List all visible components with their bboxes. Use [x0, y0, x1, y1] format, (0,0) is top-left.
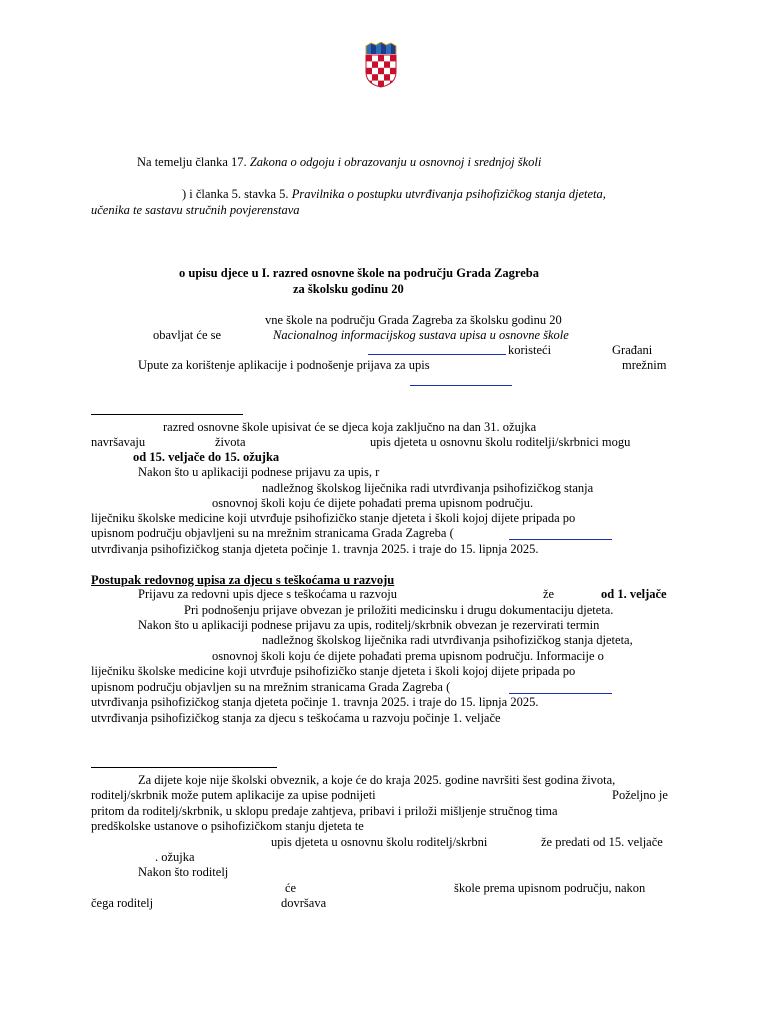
para3-line-2a: roditelj/skrbnik može putem aplikacije za upise podnijeti — [91, 788, 376, 802]
law-title: Zakona o odgoju i obrazovanju u osnovnoj i srednjoj školi — [249, 155, 542, 169]
para3-line-2b: Poželjno je — [612, 788, 668, 802]
para2-line-8: upisnom području objavljeni su na mrežnim stranicama Grada Zagreba ( — [91, 526, 454, 540]
para3-line-9b: dovršava — [281, 896, 327, 910]
para1-line-2a: obavljat će se — [153, 328, 222, 342]
para1-line-3a: koristeći — [508, 343, 552, 357]
para2-line-2c: upis djeteta u osnovnu školu roditelji/skrbnici mogu — [370, 435, 631, 449]
para2-line-2a: navršavaju — [91, 435, 146, 449]
section-line-7: upisnom području objavljen su na mrežnim stranicama Grada Zagreba ( — [91, 680, 451, 694]
section-line-2: Pri podnošenju prijave obvezan je priložiti medicinsku i drugu dokumentaciju djeteta. — [184, 603, 614, 617]
para2-line-6: osnovnoj školi koju će dijete pohađati prema upisnom području. — [212, 496, 534, 510]
section-line-6: liječniku školske medicine koji utvrđuje psihofizičko stanje djeteta i školi kojoj dijete pripada po — [91, 664, 576, 678]
link-underline[interactable] — [509, 539, 612, 540]
section-line-3: Nakon što u aplikaciji podnese prijavu za upis, roditelj/skrbnik obvezan je rezervirati termin — [138, 618, 600, 632]
para3-line-3: pritom da roditelj/skrbnik, u sklopu predaje zahtjeva, pribavi i priloži mišljenje stručnog tima — [91, 804, 558, 818]
header-line-3: učenika te sastavu stručnih povjerenstava — [91, 203, 300, 217]
para3-line-7: Nakon što roditelj — [138, 865, 229, 879]
para1-line-4b: mrežnim — [622, 358, 667, 372]
para2-line-2b: života — [215, 435, 246, 449]
para3-line-8a: će — [285, 881, 297, 895]
para2-line-3: od 15. veljače do 15. ožujka — [133, 450, 280, 464]
regulation-title: Pravilnika o postupku utvrđivanja psihofizičkog stanja djeteta, — [291, 187, 606, 201]
para1-line-4a: Upute za korištenje aplikacije i podnošenje prijava za upis — [138, 358, 430, 372]
para1-line-1: vne škole na području Grada Zagreba za školsku godinu 20 — [265, 313, 562, 327]
document-title-line-2: za školsku godinu 20 — [293, 282, 404, 296]
section-line-5: osnovnoj školi koju će dijete pohađati prema upisnom području. Informacije o — [212, 649, 604, 663]
link-underline[interactable] — [410, 385, 512, 386]
rule-line — [91, 767, 277, 768]
para3-line-9a: čega roditelj — [91, 896, 154, 910]
para3-line-6: . ožujka — [155, 850, 195, 864]
section-line-4: nadležnog školskog liječnika radi utvrđivanja psihofizičkog stanja djeteta, — [262, 633, 633, 647]
para1-line-3b: Građani — [612, 343, 653, 357]
para1-line-2b: Nacionalnog informacijskog sustava upisa u osnovne škole — [273, 328, 569, 342]
link-underline[interactable] — [368, 354, 506, 355]
section-line-1c: od 1. veljače — [601, 587, 667, 601]
para3-line-4: predškolske ustanove o psihofizičkom stanju djeteta te — [91, 819, 364, 833]
section-line-9: utvrđivanja psihofizičkog stanja za djecu s teškoćama u razvoju počinje 1. veljače — [91, 711, 501, 725]
header-line-2 — [182, 186, 606, 202]
para2-line-9: utvrđivanja psihofizičkog stanja djeteta počinje 1. travnja 2025. i traje do 15. lipnja 2025. — [91, 542, 539, 556]
header-line-1 — [137, 154, 541, 170]
rule-line — [91, 414, 243, 415]
para3-line-8b: škole prema upisnom području, nakon — [454, 881, 646, 895]
para2-line-4: Nakon što u aplikaciji podnese prijavu za upis, r — [138, 465, 380, 479]
header-text: Na temelju članka 17. — [137, 155, 247, 169]
para2-line-7: liječniku školske medicine koji utvrđuje psihofizičko stanje djeteta i školi kojoj dijete pripada po — [91, 511, 576, 525]
document-title-line-1: o upisu djece u I. razred osnovne škole na području Grada Zagreba — [179, 266, 539, 280]
section-line-1b: že — [543, 587, 555, 601]
section-line-8: utvrđivanja psihofizičkog stanja djeteta počinje 1. travnja 2025. i traje do 15. lipnja 2025. — [91, 695, 539, 709]
para2-line-1: razred osnovne škole upisivat će se djeca koja zaključno na dan 31. ožujka — [163, 420, 537, 434]
para3-line-1: Za dijete koje nije školski obveznik, a koje će do kraja 2025. godine navršiti šest godina života, — [138, 773, 616, 787]
section-line-1a: Prijavu za redovni upis djece s teškoćama u razvoju — [138, 587, 397, 601]
section-heading: Postupak redovnog upisa za djecu s teškoćama u razvoju — [91, 573, 395, 587]
para3-line-5a: upis djeteta u osnovnu školu roditelj/skrbni — [271, 835, 488, 849]
para3-line-5b: že predati od 15. veljače — [541, 835, 663, 849]
croatian-coat-of-arms-icon — [364, 42, 398, 88]
header-text: ) i članka 5. stavka 5. — [182, 187, 289, 201]
para2-line-5: nadležnog školskog liječnika radi utvrđivanja psihofizičkog stanja — [262, 481, 594, 495]
